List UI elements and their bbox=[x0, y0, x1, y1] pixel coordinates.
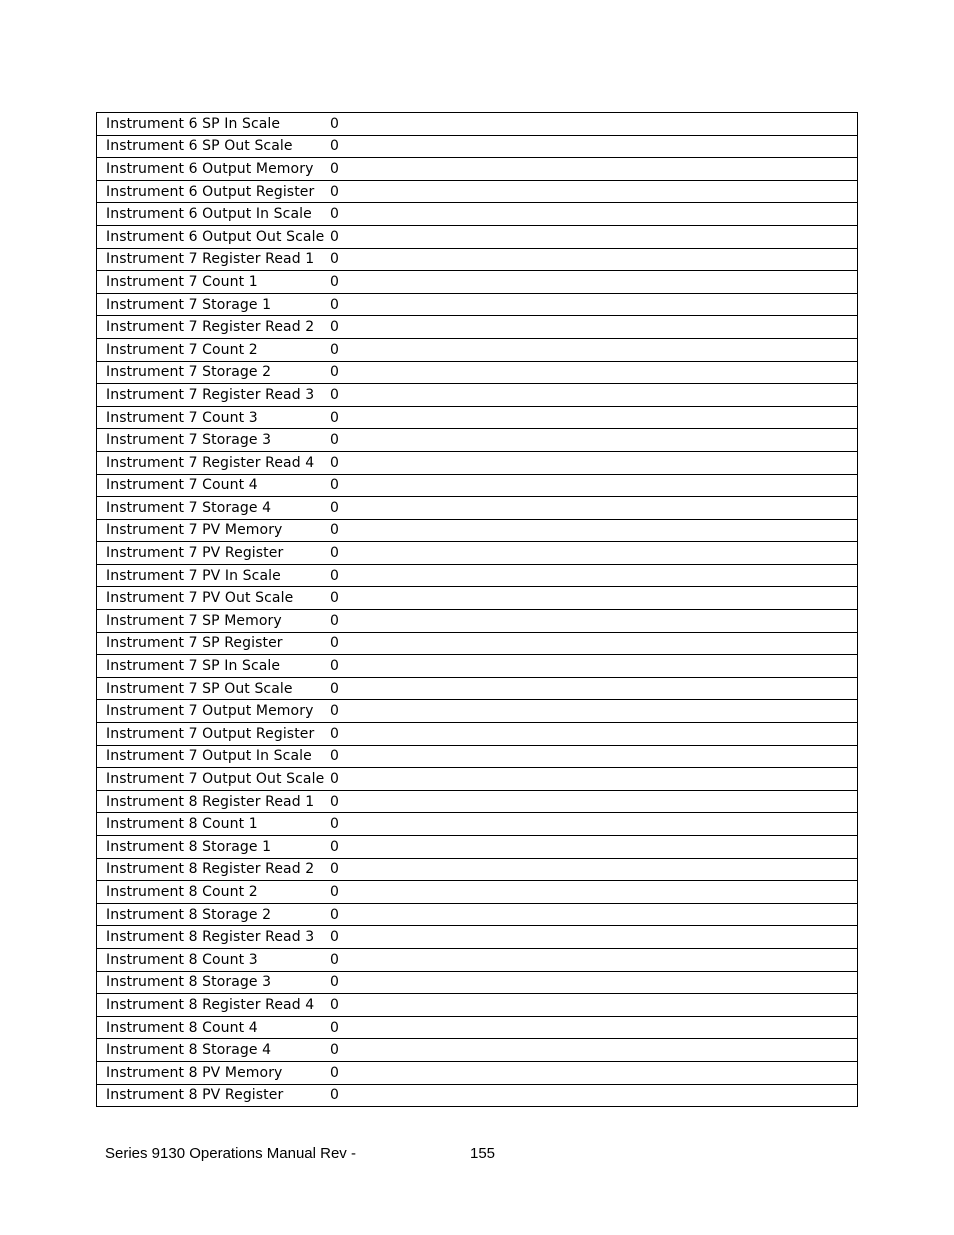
table-row bbox=[97, 135, 858, 158]
parameter-value-cell: 0 bbox=[330, 903, 858, 926]
table-row bbox=[97, 677, 858, 700]
parameter-value-cell: 0 bbox=[330, 994, 858, 1017]
parameter-value-cell: 0 bbox=[330, 271, 858, 294]
parameter-value-cell: 0 bbox=[330, 1016, 858, 1039]
table-row bbox=[97, 361, 858, 384]
parameter-value-cell: 0 bbox=[330, 836, 858, 859]
table-row bbox=[97, 519, 858, 542]
table-row bbox=[97, 745, 858, 768]
table-row bbox=[97, 994, 858, 1017]
table-row bbox=[97, 971, 858, 994]
parameter-name-cell: Instrument 7 SP Out Scale bbox=[97, 677, 331, 700]
parameter-value-cell: 0 bbox=[330, 406, 858, 429]
table-row bbox=[97, 903, 858, 926]
parameter-value-cell: 0 bbox=[330, 361, 858, 384]
footer-manual-title: Series 9130 Operations Manual Rev - bbox=[105, 1145, 356, 1162]
parameter-name-cell: Instrument 7 Storage 1 bbox=[97, 293, 331, 316]
parameter-name-cell: Instrument 8 Count 4 bbox=[97, 1016, 331, 1039]
parameter-value-cell: 0 bbox=[330, 158, 858, 181]
parameter-name-cell: Instrument 7 Output In Scale bbox=[97, 745, 331, 768]
parameter-table-body bbox=[97, 113, 858, 1107]
table-row bbox=[97, 813, 858, 836]
parameter-name-cell: Instrument 8 Storage 3 bbox=[97, 971, 331, 994]
footer-page-number: 155 bbox=[470, 1145, 496, 1162]
table-row bbox=[97, 790, 858, 813]
parameter-value-cell: 0 bbox=[330, 677, 858, 700]
parameter-value-cell: 0 bbox=[330, 135, 858, 158]
table-row bbox=[97, 881, 858, 904]
parameter-name-cell: Instrument 7 Count 4 bbox=[97, 474, 331, 497]
parameter-value-cell: 0 bbox=[330, 1039, 858, 1062]
parameter-name-cell: Instrument 7 Register Read 1 bbox=[97, 248, 331, 271]
parameter-value-cell: 0 bbox=[330, 451, 858, 474]
parameter-name-cell: Instrument 7 Register Read 2 bbox=[97, 316, 331, 339]
parameter-name-cell: Instrument 7 Count 3 bbox=[97, 406, 331, 429]
parameter-value-cell: 0 bbox=[330, 384, 858, 407]
parameter-value-cell: 0 bbox=[330, 948, 858, 971]
parameter-name-cell: Instrument 6 Output Memory bbox=[97, 158, 331, 181]
table-row bbox=[97, 700, 858, 723]
parameter-value-cell: 0 bbox=[330, 768, 858, 791]
parameter-name-cell: Instrument 8 Storage 2 bbox=[97, 903, 331, 926]
parameter-name-cell: Instrument 7 Storage 2 bbox=[97, 361, 331, 384]
table-row bbox=[97, 180, 858, 203]
table-row bbox=[97, 632, 858, 655]
parameter-name-cell: Instrument 7 Storage 4 bbox=[97, 497, 331, 520]
table-row bbox=[97, 158, 858, 181]
parameter-name-cell: Instrument 7 Count 2 bbox=[97, 338, 331, 361]
parameter-value-cell: 0 bbox=[330, 248, 858, 271]
table-row bbox=[97, 474, 858, 497]
parameter-name-cell: Instrument 8 Register Read 4 bbox=[97, 994, 331, 1017]
table-row bbox=[97, 948, 858, 971]
parameter-value-cell: 0 bbox=[330, 316, 858, 339]
parameter-name-cell: Instrument 8 Register Read 2 bbox=[97, 858, 331, 881]
parameter-value-cell: 0 bbox=[330, 1084, 858, 1107]
parameter-value-cell: 0 bbox=[330, 700, 858, 723]
table-row bbox=[97, 203, 858, 226]
table-row bbox=[97, 1016, 858, 1039]
parameter-name-cell: Instrument 8 Storage 4 bbox=[97, 1039, 331, 1062]
table-row bbox=[97, 113, 858, 136]
table-row bbox=[97, 293, 858, 316]
parameter-name-cell: Instrument 8 PV Register bbox=[97, 1084, 331, 1107]
parameter-name-cell: Instrument 6 SP In Scale bbox=[97, 113, 331, 136]
table-row bbox=[97, 451, 858, 474]
table-row bbox=[97, 836, 858, 859]
table-row bbox=[97, 926, 858, 949]
parameter-name-cell: Instrument 8 Count 2 bbox=[97, 881, 331, 904]
parameter-name-cell: Instrument 6 Output Register bbox=[97, 180, 331, 203]
table-row bbox=[97, 406, 858, 429]
parameter-name-cell: Instrument 7 SP Memory bbox=[97, 610, 331, 633]
parameter-name-cell: Instrument 7 PV Out Scale bbox=[97, 587, 331, 610]
parameter-name-cell: Instrument 7 SP Register bbox=[97, 632, 331, 655]
table-row bbox=[97, 338, 858, 361]
table-row bbox=[97, 858, 858, 881]
parameter-value-cell: 0 bbox=[330, 203, 858, 226]
parameter-name-cell: Instrument 7 Register Read 4 bbox=[97, 451, 331, 474]
table-row bbox=[97, 429, 858, 452]
parameter-value-cell: 0 bbox=[330, 497, 858, 520]
parameter-value-cell: 0 bbox=[330, 745, 858, 768]
table-row bbox=[97, 1039, 858, 1062]
parameter-name-cell: Instrument 8 Count 3 bbox=[97, 948, 331, 971]
parameter-name-cell: Instrument 6 SP Out Scale bbox=[97, 135, 331, 158]
parameter-name-cell: Instrument 7 PV In Scale bbox=[97, 564, 331, 587]
table-row bbox=[97, 564, 858, 587]
parameter-value-cell: 0 bbox=[330, 1061, 858, 1084]
table-row bbox=[97, 587, 858, 610]
parameter-value-cell: 0 bbox=[330, 723, 858, 746]
parameter-value-cell: 0 bbox=[330, 587, 858, 610]
parameter-name-cell: Instrument 7 Output Out Scale bbox=[97, 768, 331, 791]
parameter-value-cell: 0 bbox=[330, 542, 858, 565]
parameter-value-cell: 0 bbox=[330, 881, 858, 904]
parameter-name-cell: Instrument 7 Register Read 3 bbox=[97, 384, 331, 407]
parameter-name-cell: Instrument 8 Count 1 bbox=[97, 813, 331, 836]
parameter-value-cell: 0 bbox=[330, 655, 858, 678]
table-row bbox=[97, 1061, 858, 1084]
parameter-value-cell: 0 bbox=[330, 519, 858, 542]
parameter-name-cell: Instrument 8 Register Read 1 bbox=[97, 790, 331, 813]
table-row bbox=[97, 384, 858, 407]
parameter-value-cell: 0 bbox=[330, 474, 858, 497]
parameter-value-cell: 0 bbox=[330, 225, 858, 248]
parameter-value-cell: 0 bbox=[330, 429, 858, 452]
table-row bbox=[97, 225, 858, 248]
table-row bbox=[97, 316, 858, 339]
parameter-value-cell: 0 bbox=[330, 790, 858, 813]
parameter-name-cell: Instrument 7 PV Register bbox=[97, 542, 331, 565]
parameter-value-cell: 0 bbox=[330, 338, 858, 361]
parameter-value-cell: 0 bbox=[330, 632, 858, 655]
parameter-value-cell: 0 bbox=[330, 564, 858, 587]
table-row bbox=[97, 497, 858, 520]
parameter-name-cell: Instrument 7 SP In Scale bbox=[97, 655, 331, 678]
parameter-value-cell: 0 bbox=[330, 293, 858, 316]
parameter-name-cell: Instrument 8 Storage 1 bbox=[97, 836, 331, 859]
table-row bbox=[97, 655, 858, 678]
table-row bbox=[97, 1084, 858, 1107]
parameter-name-cell: Instrument 8 PV Memory bbox=[97, 1061, 331, 1084]
table-row bbox=[97, 271, 858, 294]
parameter-name-cell: Instrument 6 Output In Scale bbox=[97, 203, 331, 226]
parameter-name-cell: Instrument 7 Output Register bbox=[97, 723, 331, 746]
parameter-value-cell: 0 bbox=[330, 971, 858, 994]
parameter-value-cell: 0 bbox=[330, 180, 858, 203]
parameter-table bbox=[96, 112, 858, 1107]
parameter-value-cell: 0 bbox=[330, 113, 858, 136]
parameter-name-cell: Instrument 7 PV Memory bbox=[97, 519, 331, 542]
parameter-name-cell: Instrument 6 Output Out Scale bbox=[97, 225, 331, 248]
parameter-name-cell: Instrument 7 Output Memory bbox=[97, 700, 331, 723]
parameter-value-cell: 0 bbox=[330, 858, 858, 881]
table-row bbox=[97, 248, 858, 271]
table-row bbox=[97, 542, 858, 565]
parameter-value-cell: 0 bbox=[330, 610, 858, 633]
parameter-value-cell: 0 bbox=[330, 813, 858, 836]
parameter-value-cell: 0 bbox=[330, 926, 858, 949]
parameter-name-cell: Instrument 8 Register Read 3 bbox=[97, 926, 331, 949]
parameter-name-cell: Instrument 7 Count 1 bbox=[97, 271, 331, 294]
table-row bbox=[97, 723, 858, 746]
table-row bbox=[97, 610, 858, 633]
table-row bbox=[97, 768, 858, 791]
parameter-name-cell: Instrument 7 Storage 3 bbox=[97, 429, 331, 452]
